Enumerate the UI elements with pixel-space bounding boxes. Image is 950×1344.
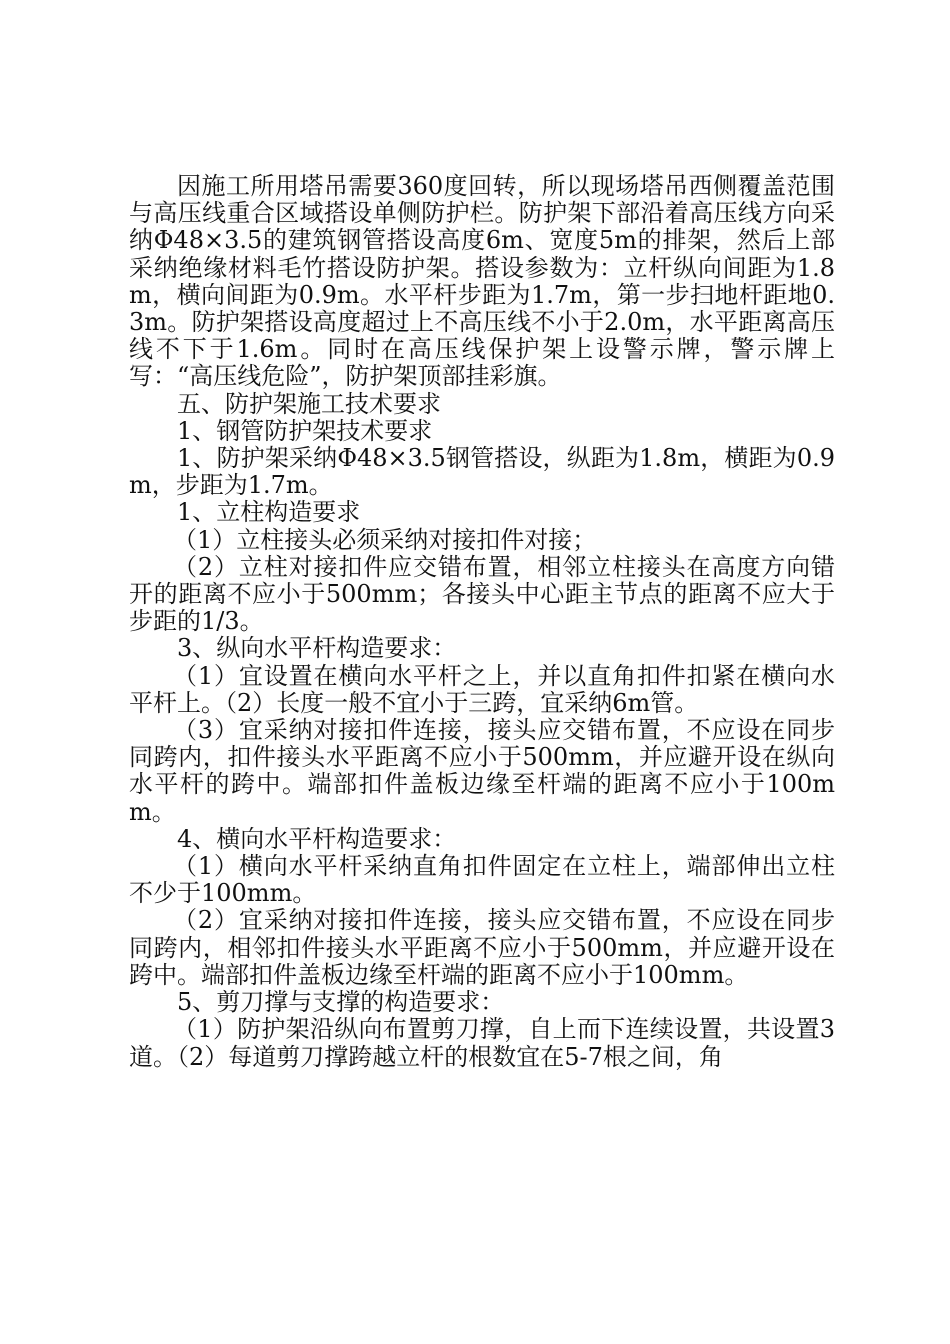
list-item: （1）防护架沿纵向布置剪刀撑，自上而下连续设置，共设置3道。（2）每道剪刀撑跨越立杆的根数宜在5-7根之间，角 — [129, 1015, 835, 1071]
list-item: （2）宜采纳对接扣件连接，接头应交错布置，不应设在同步同跨内，相邻扣件接头水平距离不应小于500mm，并应避开设在跨中。端部扣件盖板边缘至杆端的距离不应小于100mm。 — [129, 906, 835, 989]
subsection-heading: 3、纵向水平杆构造要求： — [177, 634, 457, 663]
list-item: （3）宜采纳对接扣件连接，接头应交错布置，不应设在同步同跨内，扣件接头水平距离不应小于500mm，并应避开设在纵向水平杆的跨中。端部扣件盖板边缘至杆端的距离不应小于100mm。 — [129, 716, 835, 826]
subsection-heading: 1、立柱构造要求 — [177, 498, 361, 527]
list-item: （2）立柱对接扣件应交错布置，相邻立柱接头在高度方向错开的距离不应小于500mm；各接头中心距主节点的距离不应大于步距的1/3。 — [129, 552, 835, 636]
subsection-heading: 5、剪刀撑与支撑的构造要求： — [177, 988, 505, 1017]
paragraph: 1、防护架采纳Φ48×3.5钢管搭设，纵距为1.8m，横距为0.9m，步距为1.7m。 — [129, 444, 835, 500]
document-body — [129, 173, 835, 1071]
subsection-heading: 1、钢管防护架技术要求 — [177, 416, 433, 445]
list-item: （1）宜设置在横向水平杆之上，并以直角扣件扣紧在横向水平杆上。（2）长度一般不宜小于三跨，宜采纳6m管。 — [129, 661, 835, 717]
section-heading: 五、防护架施工技术要求 — [177, 389, 441, 418]
subsection-heading: 4、横向水平杆构造要求： — [177, 824, 457, 853]
intro-paragraph: 因施工所用塔吊需要360度回转，所以现场塔吊西侧覆盖范围与高压线重合区域搭设单侧防护栏。防护架下部沿着高压线方向采纳Φ48×3.5的建筑钢管搭设高度6m、宽度5m的排架，然后上部采纳绝缘材料毛竹搭设防护架。搭设参数为：立杆纵向间距为1.8m，横向间距为0.9m。水平杆步距为1.7m，第一步扫地杆距地0.3m。防护架搭设高度超过上不高压线不小于2.0m，水平距离高压线不下于1.6m。同时在高压线保护架上设警示牌，警示牌上写：“高压线危险”，防护架顶部挂彩旗。 — [129, 172, 835, 391]
list-item: （1）横向水平杆采纳直角扣件固定在立柱上，端部伸出立柱不少于100mm。 — [129, 852, 835, 908]
list-item: （1）立柱接头必须采纳对接扣件对接； — [173, 525, 597, 554]
